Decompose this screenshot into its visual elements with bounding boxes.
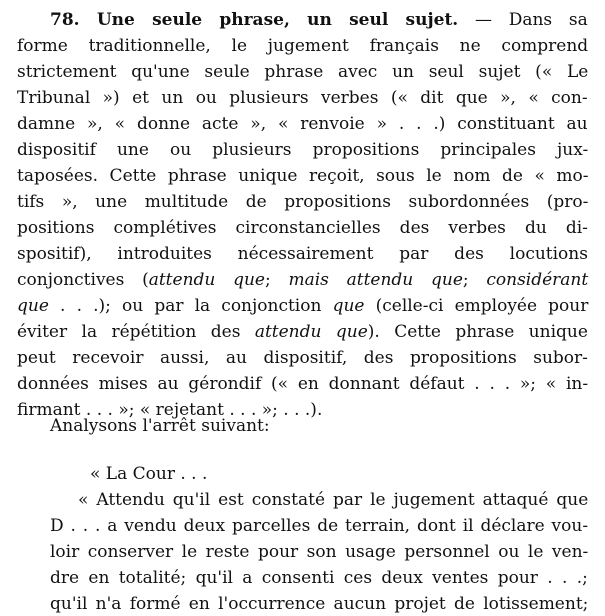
paragraph-line: 78. Une seule phrase, un seul sujet. — Dans sa (50, 10, 588, 30)
paragraph-line: éviter la répétition des attendu que). Cette phrase unique (17, 322, 588, 342)
quote-line: dre en totalité; qu'il a consenti ces deux ventes pour . . .; (50, 568, 588, 588)
paragraph-line: damne », « donne acte », « renvoie » . . .) constituant au (17, 114, 588, 134)
paragraph-line: strictement qu'une seule phrase avec un seul sujet (« Le (17, 62, 589, 82)
paragraph-line: que . . .); ou par la conjonction que (celle-ci employée pour (17, 296, 589, 316)
quote-line: D . . . a vendu deux parcelles de terrain, dont il déclare vou- (50, 516, 589, 536)
quote-line: « Attendu qu'il est constaté par le jugement attaqué que (78, 490, 589, 510)
analysis-intro: Analysons l'arrêt suivant: (50, 416, 270, 436)
paragraph-line: données mises au gérondif (« en donnant défaut . . . »; « in- (17, 374, 589, 394)
paragraph-line: forme traditionnelle, le jugement français ne comprend (17, 36, 589, 56)
quote-line: « La Cour . . . (90, 464, 208, 484)
paragraph-line: taposées. Cette phrase unique reçoit, sous le nom de « mo- (17, 166, 589, 186)
paragraph-line: positions complétives circonstancielles des verbes du di- (17, 218, 588, 238)
quote-line: qu'il n'a formé en l'occurrence aucun projet de lotissement; (50, 594, 589, 614)
paragraph-line: peut recevoir aussi, au dispositif, des propositions subor- (17, 348, 588, 368)
paragraph-line: dispositif une ou plusieurs propositions principales jux- (17, 140, 589, 160)
paragraph-line: spositif), introduites nécessairement par des locutions (17, 244, 588, 264)
paragraph-line: conjonctives (attendu que; mais attendu que; considérant (17, 270, 589, 290)
paragraph-line: Tribunal ») et un ou plusieurs verbes (« dit que », « con- (17, 88, 588, 108)
quote-line: loir conserver le reste pour son usage personnel ou le ven- (50, 542, 589, 562)
paragraph-line: firmant . . . »; « rejetant . . . »; . . .). (17, 400, 323, 420)
paragraph-line: tifs », une multitude de propositions subordonnées (pro- (17, 192, 589, 212)
